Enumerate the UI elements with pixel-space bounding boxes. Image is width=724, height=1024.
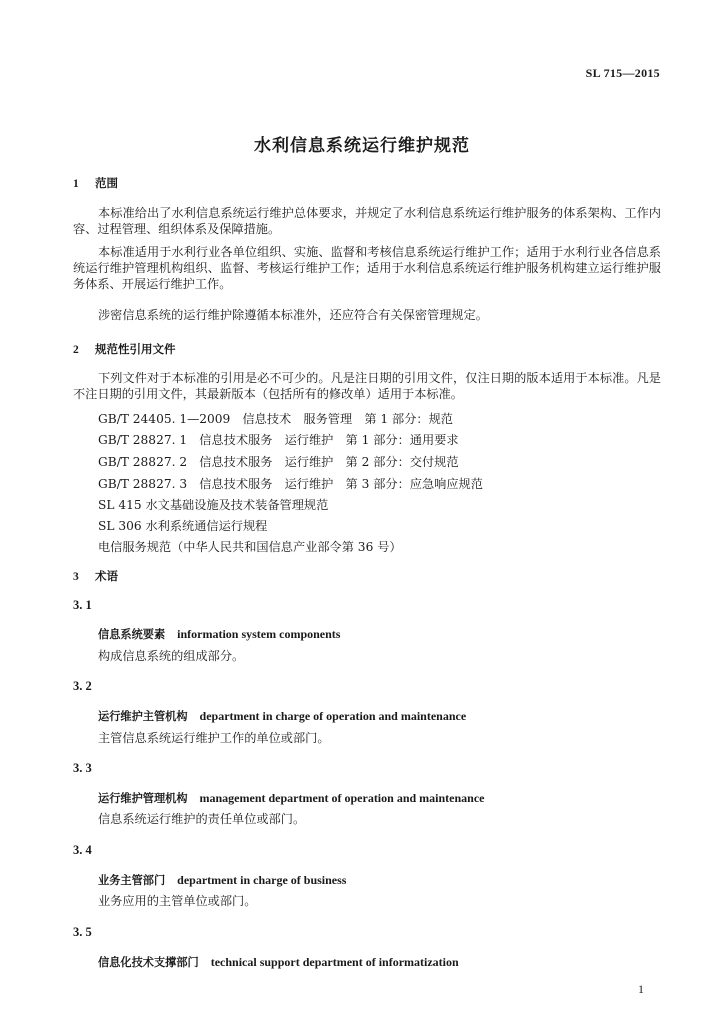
term-chinese: 运行维护管理机构 (98, 792, 188, 805)
term-english: information system components (177, 627, 341, 641)
section-number: 1 (73, 178, 79, 190)
reference-item: 电信服务规范（中华人民共和国信息产业部令第 36 号） (98, 540, 402, 554)
term-number: 3. 2 (73, 679, 92, 693)
reference-item: GB/T 28827. 3 信息技术服务 运行维护 第 3 部分：应急响应规范 (98, 477, 483, 491)
section-title: 术语 (95, 569, 118, 583)
section-1-heading (73, 175, 118, 192)
term-entry (98, 872, 346, 889)
section-title: 规范性引用文件 (95, 342, 176, 356)
page-number: 1 (638, 982, 644, 996)
standard-code: SL 715—2015 (585, 66, 660, 80)
term-definition: 业务应用的主管单位或部门。 (98, 894, 257, 908)
term-chinese: 运行维护主管机构 (98, 710, 188, 723)
term-chinese: 信息系统要素 (98, 628, 166, 641)
section-3-heading (73, 568, 118, 585)
reference-item: GB/T 24405. 1—2009 信息技术 服务管理 第 1 部分：规范 (98, 412, 453, 426)
term-number: 3. 5 (73, 925, 92, 939)
term-entry (98, 790, 485, 807)
reference-item: SL 306 水利系统通信运行规程 (98, 519, 268, 533)
term-entry (98, 954, 459, 971)
term-definition: 信息系统运行维护的责任单位或部门。 (98, 812, 306, 826)
section-1-paragraph-2: 本标准适用于水利行业各单位组织、实施、监督和考核信息系统运行维护工作；适用于水利行业各信息系统运行维护管理机构组织、监督、考核运行维护工作；适用于水利信息系统运行维护服务机构建立运行维护服务体系、开展运行维护工作。 (73, 245, 661, 291)
term-number: 3. 4 (73, 843, 92, 857)
section-2-intro: 下列文件对于本标准的引用是必不可少的。凡是注日期的引用文件，仅注日期的版本适用于本标准。凡是不注日期的引用文件，其最新版本（包括所有的修改单）适用于本标准。 (73, 371, 661, 401)
section-number: 3 (73, 571, 79, 583)
reference-item: GB/T 28827. 2 信息技术服务 运行维护 第 2 部分：交付规范 (98, 455, 459, 469)
term-entry (98, 708, 466, 725)
term-entry (98, 626, 340, 643)
section-1-paragraph-1: 本标准给出了水利信息系统运行维护总体要求，并规定了水利信息系统运行维护服务的体系架构、工作内容、过程管理、组织体系及保障措施。 (73, 206, 661, 236)
section-number: 2 (73, 344, 79, 356)
term-number: 3. 3 (73, 761, 92, 775)
term-english: department in charge of operation and maintenance (199, 709, 467, 723)
term-english: technical support department of informatization (210, 955, 459, 969)
section-1-paragraph-3: 涉密信息系统的运行维护除遵循本标准外，还应符合有关保密管理规定。 (98, 308, 488, 322)
document-title: 水利信息系统运行维护规范 (254, 136, 470, 156)
term-english: department in charge of business (177, 873, 347, 887)
reference-item: SL 415 水文基础设施及技术装备管理规范 (98, 498, 329, 512)
term-chinese: 业务主管部门 (98, 874, 166, 887)
section-title: 范围 (95, 176, 118, 190)
reference-item: GB/T 28827. 1 信息技术服务 运行维护 第 1 部分：通用要求 (98, 433, 459, 447)
term-definition: 构成信息系统的组成部分。 (98, 649, 245, 663)
term-chinese: 信息化技术支撑部门 (98, 956, 199, 969)
section-2-heading (73, 341, 176, 358)
term-definition: 主管信息系统运行维护工作的单位或部门。 (98, 731, 330, 745)
term-number: 3. 1 (73, 598, 92, 612)
term-english: management department of operation and maintenance (199, 791, 485, 805)
